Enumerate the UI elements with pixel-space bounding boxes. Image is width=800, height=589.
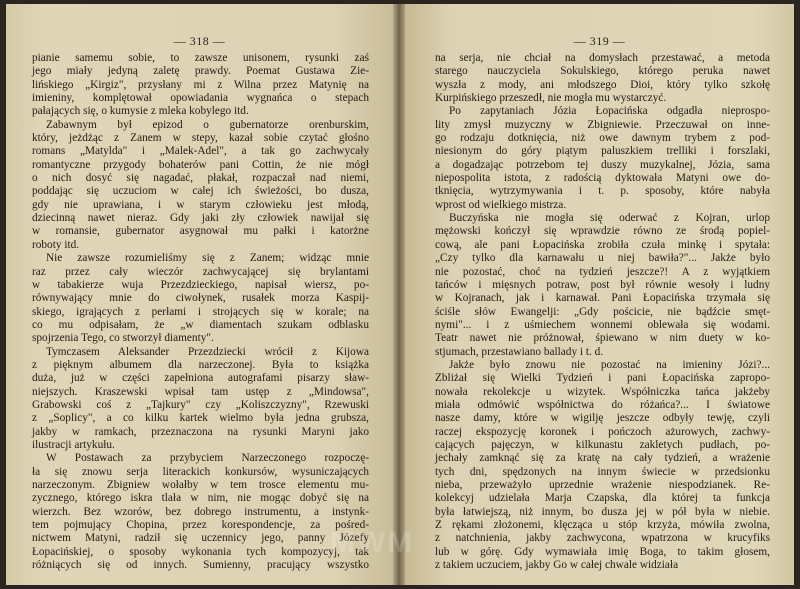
- text-line: tem pojmujący Chopina, przez korespondencje, za pośred-: [32, 519, 369, 532]
- text-line: w tabakierze wuja Przezdzieckiego, napisał wiersz, po-: [32, 278, 369, 291]
- text-line: nieba, przeważyło uprzednie wrażenie niespodzianek. Re-: [435, 479, 770, 491]
- text-line: Jakże było znowu nie pozostać na imieniny Józi?...: [449, 358, 770, 371]
- text-line: była łatwiejszą, niż innym, bo dusza jej w pół była w niebie.: [435, 505, 770, 518]
- text-line: spojrzenia Tego, co stworzył diamenty".: [32, 332, 214, 345]
- right-page-text: [435, 52, 770, 572]
- text-line: starego nauczyciela Sokulskiego, którego peruka nawet: [435, 65, 770, 78]
- left-page: [6, 4, 393, 585]
- text-line: Z rękami złożonemi, klęcząca u stóp krzyża, mówiła zwolna,: [435, 519, 770, 532]
- text-line: tknięcia, wytrzymywania i t. p. sposoby, które nabyła: [435, 185, 770, 198]
- left-page-number: — 318 —: [173, 34, 226, 48]
- text-line: niejszych. Kraszewski wpisał tam ustęp z „Mindowsa",: [32, 385, 369, 398]
- text-line: raz przez cały wieczór zachwycającej się brylantami: [32, 265, 369, 278]
- text-line: który, jeżdżąc z Zanem w stepy, kazał sobie czytać głośno: [32, 132, 369, 145]
- text-line: gdy nie uprawiana, i w starym człowieku jest młodą,: [32, 198, 369, 211]
- text-line: narzeczonym. Zbigniew wołałby w tem trosce elementu mu-: [32, 479, 369, 491]
- text-line: „Czy tylko dla karnawału u niej bawiła?"... Jakże było: [435, 252, 770, 265]
- right-page: [405, 4, 794, 585]
- text-line: Grabowski coś z „Tajkury" czy „Koliszczyzny", Rzewuski: [32, 398, 369, 411]
- text-line: Zbliżał się Wielki Tydzień i pani Łopacińska zapropo-: [435, 372, 770, 385]
- text-line: co mu odpisałam, że „w diamentach szukam odblasku: [32, 318, 369, 331]
- text-line: równywający mnie do ciwołynek, rusałek morza Kaspij-: [32, 292, 369, 305]
- text-line: nowała rekolekcje u wizytek. Współniczka tańca jakżeby: [435, 385, 770, 398]
- text-line: pianie samemu sobie, to zawsze unisonem, rysunki zaś: [32, 52, 369, 64]
- text-line: stjumach, przestawiano ballady i t. d.: [435, 345, 604, 358]
- text-line: Buczyńska nie mogła się oderwać z Kojran, urlop: [449, 212, 770, 225]
- text-line: ściśle słów Ewangelji: „Gdy pościcie, nie bądźcie smęt-: [435, 305, 770, 318]
- text-line: jechały zamknąć się za kratę na cały tydzień, a wrażenie: [435, 452, 770, 465]
- text-line: z natchnienia, jakby zachwycona, wpatrzona w krucyfiks: [435, 532, 770, 545]
- text-line: jakby w ramkach, przeznaczona na rysunki Maryni jako: [32, 425, 369, 438]
- right-page-number: — 319 —: [573, 34, 626, 48]
- text-line: Łopacińskiej, o sposoby wykonania tych kompozycyj, tak: [32, 545, 369, 558]
- book-gutter: [393, 4, 405, 585]
- text-line: duża, już w części zapełniona autografami pisarzy sław-: [32, 372, 369, 385]
- text-line: nictwem Matyni, radził się uczennicy jego, panny Józefy: [32, 532, 369, 545]
- text-line: romans „Matylda" i „Malek-Adel", a tak go zachwycały: [32, 145, 369, 158]
- text-line: wprost od wielkiego mistrza.: [435, 198, 567, 211]
- text-line: w romansie, gubernator asygnował mu pałki i katorżne: [32, 225, 369, 238]
- text-line: nie pozostać, choć na tydzień jeszcze?! A z wyjątkiem: [435, 265, 770, 278]
- text-line: zycznego, którego iskra tlała w nim, nie mogąc dobyć się na: [32, 492, 369, 505]
- text-line: W Postawach za przybyciem Narzeczonego rozpoczę-: [46, 452, 369, 465]
- text-line: lity zmysł muzyczny w Zbigniewie. Przeczuwał on inne-: [435, 118, 770, 131]
- text-line: kolekcyj udzielała Marja Czapska, dla której ta funkcja: [435, 492, 770, 505]
- text-line: tańców i mięsnych potraw, post był równie wesoły i ludny: [435, 278, 770, 291]
- text-line: imieniny, komplętował opowiadania wygnańca o stepach: [32, 92, 369, 105]
- text-line: różniących się od innych. Sumienny, pracujący wszystko: [32, 559, 369, 572]
- text-line: dziecinną nawet nieraz. Gdy jaki zły człowiek nawijał się: [32, 212, 369, 225]
- text-line: skiego, igrających z perłami i strojących się w korale; na: [32, 305, 369, 318]
- text-line: z pięknym albumem dla narzeczonej. Była to książka: [32, 358, 369, 371]
- text-line: pałających się, o kumysie z mleka kobylego itd.: [32, 105, 249, 118]
- text-line: raczej ekspozycję koronek i pończoch ażurowych, zachwy-: [435, 425, 770, 438]
- text-line: romantyczne przygody bohaterów pani Cottin, że nie mógł: [32, 158, 369, 171]
- text-line: Kurpińskiego przeszedł, nie mogła mu wystarczyć.: [435, 92, 667, 105]
- text-line: ła się znowu serja literackich konkursów, wysuniczających: [32, 465, 369, 478]
- text-line: Po zapytaniach Józia Łopacińska odgadła nieprospo-: [449, 105, 770, 118]
- text-line: tych dni, spędzonych na innym świecie w przedsionku: [435, 465, 770, 478]
- text-line: o nich dosyć się nagadać, płakał, rozpaczał nad niemi,: [32, 172, 369, 185]
- text-line: nasze damy, które w wigilję jeszcze odbyły tewję, czyli: [435, 412, 770, 425]
- text-line: nymi"... i z uśmiechem wonnemi oblewała się wodami.: [435, 318, 770, 331]
- text-line: w Kojranach, jak i karnawał. Pani Łopacińska trzymała się: [435, 292, 770, 305]
- text-line: mężowski kończył się wprawdzie równo ze środą popiel-: [435, 225, 770, 238]
- text-line: Teatr nawet nie próżnował, śpiewano w nim duety w ko-: [435, 332, 770, 345]
- text-line: lub w górę. Gdy wymawiała imię Boga, to takim głosem,: [435, 545, 770, 558]
- text-line: wierzch. Bez wzorów, bez dobrego instrumentu, a instynk-: [32, 505, 369, 518]
- text-line: roboty itd.: [32, 238, 80, 251]
- text-line: miała odmówić współnictwa do różańca?... I światowe: [435, 398, 770, 411]
- text-line: lińskiego „Kirgiz", przysłany mi z Wilna przez Matynię na: [32, 78, 369, 91]
- text-line: Nie zawsze rozumieliśmy się z Zanem; widząc mnie: [46, 252, 369, 265]
- text-line: z „Soplicy", a co kilku kartek wielmo była jedna grubsza,: [32, 412, 369, 425]
- text-line: na serja, nie chciał na domysłach przestawać, a metoda: [435, 52, 770, 64]
- left-page-text: [32, 52, 369, 572]
- text-line: Zabawnym był epizod o gubernatorze orenburskim,: [46, 118, 369, 131]
- text-line: ilustracji artykułu.: [32, 438, 115, 451]
- text-line: Tymczasem Aleksander Przezdziecki wrócił z Kijowa: [46, 345, 369, 358]
- text-line: wyszła z mody, ani młodszego Dioi, który tylko szkołę: [435, 78, 770, 91]
- text-line: z takiem uczuciem, jakby Go w całej chwale widziała: [435, 559, 679, 572]
- text-line: poddając się uczuciom w całej ich świeżości, bo dusza,: [32, 185, 369, 198]
- text-line: go rodzaju dotknięcia, niż owe dawnym trybem z pod-: [435, 132, 770, 145]
- text-line: cową, ale pani Łopacińska zrobiła czuła minkę i spytała:: [435, 238, 770, 251]
- text-line: jego miały jedyną zaletę prawdy. Poemat Gustawa Zie-: [32, 65, 369, 78]
- text-line: niepospolita istota, z radością dyktowała Matyni owe do-: [435, 172, 770, 185]
- watermark-graphic: MWM: [330, 526, 415, 559]
- text-line: niesionym do góry piątym paluszkiem trelliki i forszlaki,: [435, 145, 770, 158]
- text-line: a dogadzając potrzebom tej duszy muzykalnej, Józia, sama: [435, 158, 770, 171]
- text-line: cających pajęczyn, w kilkunastu zakletych pudłach, po-: [435, 438, 770, 451]
